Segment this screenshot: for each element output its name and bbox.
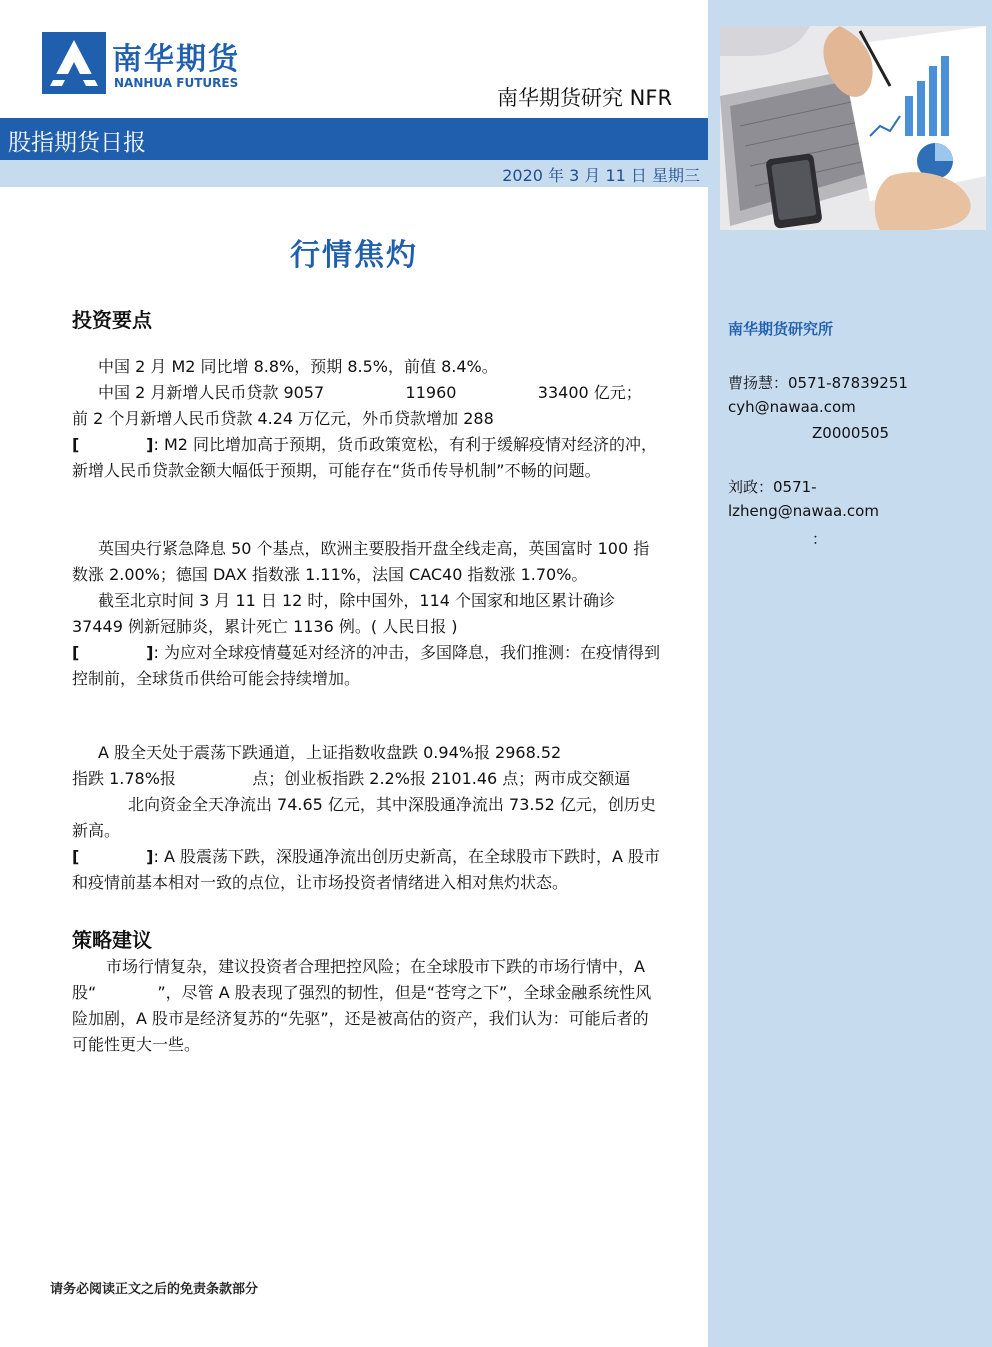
analyst-1-license: Z0000505 <box>812 424 890 442</box>
research-title: 南华期货研究 NFR <box>497 86 673 110</box>
logo-mark-icon <box>42 32 106 94</box>
paragraph-covid: 截至北京时间 3 月 11 日 12 时，除中国外，114 个国家和地区累计确诊 37449 例新冠肺炎，累计死亡 1136 例。( 人民日报 ) <box>72 591 616 636</box>
disclaimer-footer: 请务必阅读正文之后的免责条款部分 <box>50 1282 259 1297</box>
paragraph-a-share: A 股全天处于震荡下跌通道，上证指数收盘跌 0.94%报 2968.52 <box>98 743 562 762</box>
comment-bracket: [ ] <box>72 643 154 662</box>
paragraph-comment-2 <box>72 640 664 692</box>
paragraph-comment-3 <box>72 844 664 896</box>
analyst-1-phone: 曹扬慧：0571-87839251 <box>728 374 908 392</box>
logo-en-text: NANHUA FUTURES <box>114 76 239 90</box>
paragraph-loans: 中国 2 月新增人民币贷款 9057 11960 33400 亿元； <box>98 383 642 402</box>
section-heading-strategy: 策略建议 <box>72 928 152 952</box>
paragraph-a-share-2: 指跌 1.78%报 点；创业板指跌 2.2%报 2101.46 点；两市成交额逼 <box>72 769 631 788</box>
sidebar-org: 南华期货研究所 <box>728 320 834 338</box>
comment-bracket: [ ] <box>72 847 154 866</box>
paragraph-northbound: 北向资金全天净流出 74.65 亿元，其中深股通净流出 73.52 亿元，创历史新高。 <box>72 795 656 840</box>
section-heading-investment: 投资要点 <box>72 308 152 332</box>
comment-text: : M2 同比增加高于预期，货币政策宽松，有利于缓解疫情对经济的冲，新增人民币贷款金额大幅低于预期，可能存在“货币传导机制”不畅的问题。 <box>72 435 658 480</box>
analyst-1-email[interactable]: cyh@nawaa.com <box>728 398 856 416</box>
analyst-2-phone: 刘政：0571- <box>728 478 817 496</box>
report-date: 2020 年 3 月 11 日 星期三 <box>502 166 700 185</box>
analyst-2-extra: ： <box>812 530 828 548</box>
comment-text: : A 股震荡下跌，深股通净流出创历史新高，在全球股市下跌时，A 股市和疫情前基本相对一致的点位，让市场投资者情绪进入相对焦灼状态。 <box>72 847 661 892</box>
comment-bracket: [ ] <box>72 435 154 454</box>
company-logo <box>42 32 282 94</box>
date-bar <box>0 160 708 187</box>
report-type-bar <box>0 118 708 160</box>
analyst-2-email[interactable]: lzheng@nawaa.com <box>728 502 879 520</box>
logo-cn-text: 南华期货 <box>112 42 240 77</box>
paragraph-m2: 中国 2 月 M2 同比增 8.8%，预期 8.5%，前值 8.4%。 <box>98 357 498 376</box>
paragraph-uk-rate: 英国央行紧急降息 50 个基点，欧洲主要股指开盘全线走高，英国富时 100 指数涨 2.00%；德国 DAX 指数涨 1.11%，法国 CAC40 指数涨 1.70%。 <box>72 539 650 584</box>
cover-photo <box>720 26 986 230</box>
comment-text: : 为应对全球疫情蔓延对经济的冲击，多国降息，我们推测：在疫情得到控制前，全球货币供给可能会持续增加。 <box>72 643 660 688</box>
report-type: 股指期货日报 <box>8 130 146 156</box>
report-title: 行情焦灼 <box>290 238 418 273</box>
paragraph-comment-1 <box>72 432 664 484</box>
paragraph-strategy: 市场行情复杂，建议投资者合理把控风险；在全球股市下跌的市场行情中，A 股“ ”，尽管 A 股表现了强烈的韧性，但是“苍穹之下”，全球金融系统性风险加剧，A 股市是经济复苏的“先驱”，还是被高估的资产，我们认为：可能后者的可能性更大一些。 <box>72 957 652 1054</box>
paragraph-loans-2: 前 2 个月新增人民币贷款 4.24 万亿元，外币贷款增加 288 <box>72 409 494 428</box>
